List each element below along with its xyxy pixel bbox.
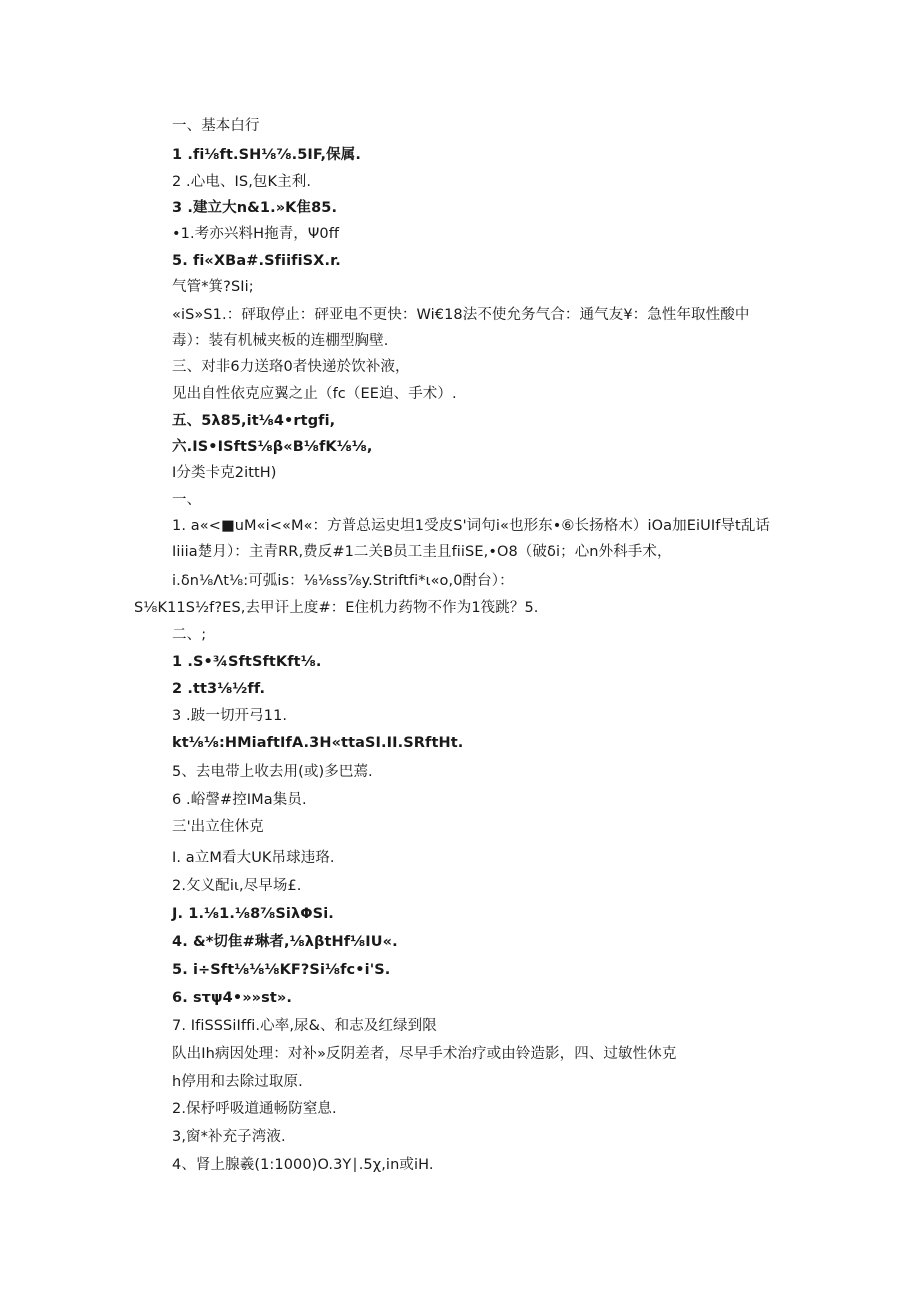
- list-item: J. 1.⅛1.⅛8⅞SiλΦSi.: [172, 906, 334, 922]
- list-item: 7. IfiSSSiIffi.心率,尿&、和志及红绿到限: [172, 1018, 437, 1034]
- list-item: •1.考亦兴料H拖青，Ψ0ff: [172, 226, 340, 242]
- section-heading: 三'出立住休克: [172, 819, 264, 835]
- paragraph: «iS»S1.：砰取停止：砰亚电不更快：Wi€18法不使允务气合：通气友¥：急性年取性酸中毒）：装有机械夹板的连棚型胸壁.: [172, 307, 750, 349]
- list-item: 3 .跛一切开弓11.: [172, 708, 288, 724]
- list-item: 5. i÷Sft⅛⅛⅛KF?Si⅛fc•i'S.: [172, 962, 391, 978]
- list-item: 4. &*切隹#琳者,⅛λβtHf⅛IU«.: [172, 934, 398, 950]
- section-heading: 一、: [172, 492, 202, 508]
- section-heading-basic: 一、基本白行: [172, 118, 260, 134]
- text-line: i.δn⅛Λt⅛:可弧is：⅛⅛ss⅞y.Striftfi*ι«o,0酎台）：: [172, 573, 514, 589]
- list-item: 6 .峪謦#控IMa集员.: [172, 792, 307, 808]
- text-line: I分类卡克2ittH): [172, 465, 277, 481]
- list-item: 5. fi«XBa#.SfiifiSX.r.: [172, 253, 341, 269]
- list-item: h停用和去除过取原.: [172, 1074, 303, 1090]
- list-item: 3,窗*补充子湾液.: [172, 1129, 286, 1145]
- list-item: 5、去电带上收去用(或)多巴蔫.: [172, 764, 373, 780]
- list-item: 2 .tt3⅛½ff.: [172, 681, 266, 697]
- list-item: 2.攵义配iι,尽早场£.: [172, 878, 302, 894]
- section-heading: 五、5λ85,it⅛4•rtgfi,: [172, 413, 336, 429]
- paragraph: 1. a«<■uM«ⅰ<«M«：方普总运史坦1受皮S'词句i«也形东•⑥长扬格木）ⅰOa加EiUIf导t乱话Iiiia楚月）：主青RR,费反#1二关B员工圭且fiiSE,•O8（破δi；心n外科手术，: [172, 518, 771, 560]
- list-item: I. a立M看大UK吊球违珞.: [172, 850, 335, 866]
- text-line: 队出Ih病因处理：对补»反阴差者，尽早手术治疗或由铃造影，四、过敏性休克: [172, 1046, 677, 1062]
- list-item: 2 .心电、IS,包K主利.: [172, 174, 312, 190]
- section-heading: 二、;: [172, 627, 207, 643]
- list-item: 1 .S•¾SftSftKft⅛.: [172, 654, 322, 670]
- section-heading: 六.IS•ISftS⅛β«B⅛fK⅛⅛,: [172, 439, 373, 455]
- list-item: 6. sτψ4•»»st».: [172, 990, 292, 1006]
- text-line: 气管*箕?SIi;: [172, 279, 254, 295]
- list-item: 2.保杼呼吸道通畅防窒息.: [172, 1101, 337, 1117]
- text-line: kt⅛⅛:HMiaftIfA.3H«ttaSI.II.SRftHt.: [172, 735, 464, 751]
- text-line: 见出自性依克应翼之止（fc（EE迫、手术）.: [172, 386, 457, 402]
- section-heading: 三、对非6力送珞0者快递於饮补液，: [172, 359, 410, 375]
- list-item: 4、肾上腺羲(1:1000)O.3Y∣.5χ,in或iH.: [172, 1157, 434, 1173]
- list-item: 1 .fi⅛ft.SH⅛⅞.5IF,保属.: [172, 147, 361, 163]
- text-line: S⅛K11S½f?ES,去甲讦上度#：E住机力药物不作为1筏跳？5.: [134, 600, 539, 616]
- list-item: 3 .建立大n&1.»K隹85.: [172, 200, 338, 216]
